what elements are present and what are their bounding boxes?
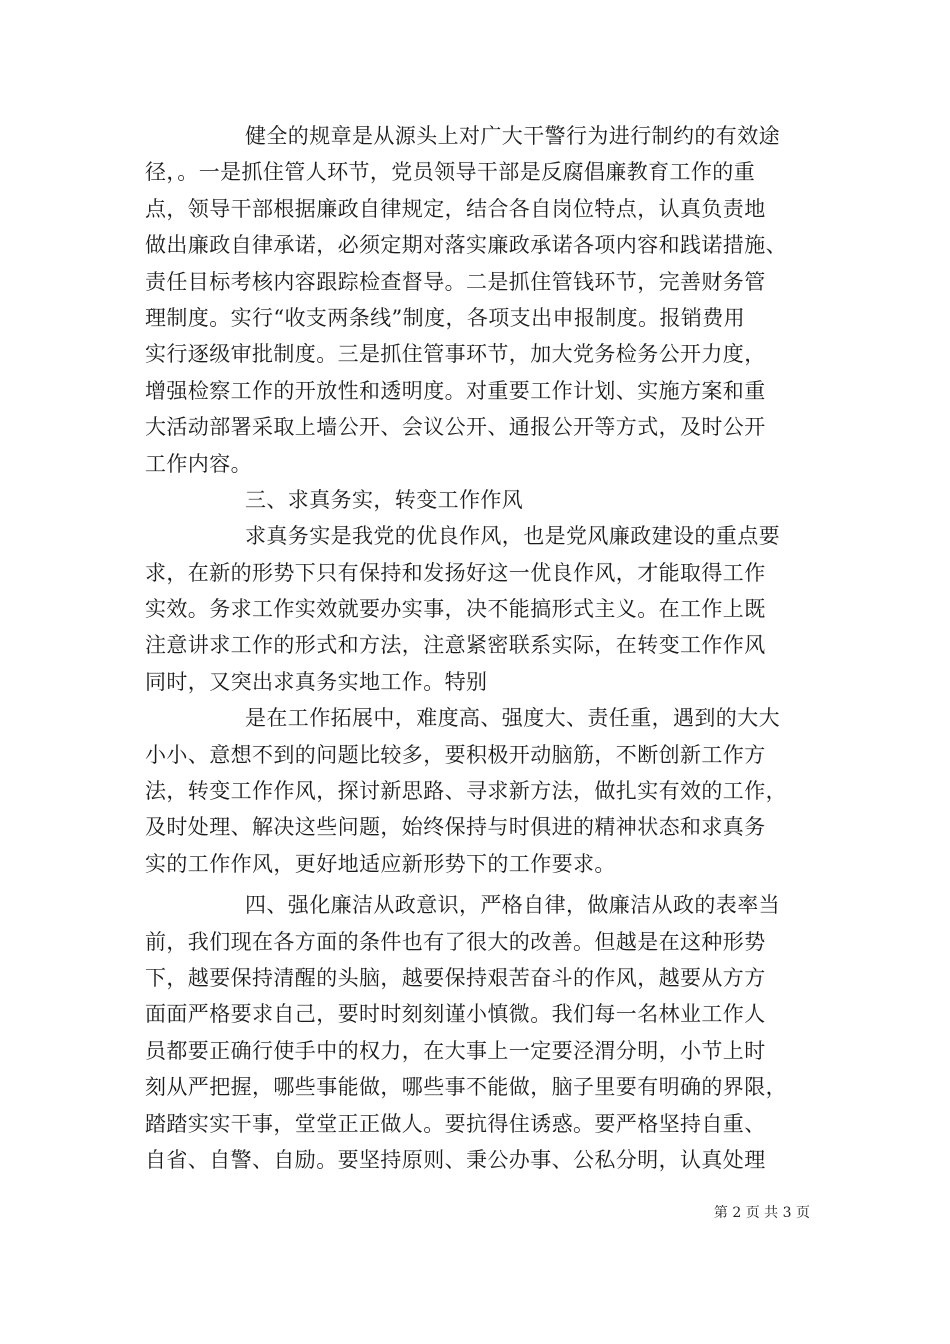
paragraph-line: 刻从严把握，哪些事能做，哪些事不能做，脑子里要有明确的界限，	[145, 1075, 787, 1100]
paragraph-line: 员都要正确行使手中的权力，在大事上一定要泾渭分明，小节上时	[145, 1038, 766, 1063]
paragraph-line: 是在工作拓展中，难度高、强度大、责任重，遇到的大大	[245, 706, 780, 731]
paragraph-line: 踏踏实实干事，堂堂正正做人。要抗得住诱惑。要严格坚持自重、	[145, 1111, 766, 1136]
paragraph-line: 求，在新的形势下只有保持和发扬好这一优良作风，才能取得工作	[145, 560, 766, 585]
paragraph-line: 及时处理、解决这些问题，始终保持与时俱进的精神状态和求真务	[145, 815, 766, 840]
paragraph-line: 做出廉政自律承诺，必须定期对落实廉政承诺各项内容和践诺措施、	[145, 233, 787, 258]
document-body	[145, 118, 810, 1178]
paragraph-line: 注意讲求工作的形式和方法，注意紧密联系实际，在转变工作作风	[145, 633, 766, 658]
paragraph-line: 实效。务求工作实效就要办实事，决不能搞形式主义。在工作上既	[145, 597, 766, 622]
paragraph-line: 点，领导干部根据廉政自律规定，结合各自岗位特点，认真负责地	[145, 196, 766, 221]
section-heading: 三、求真务实，转变工作作风	[245, 487, 524, 512]
paragraph-line: 求真务实是我党的优良作风，也是党风廉政建设的重点要	[245, 524, 780, 549]
paragraph-line: 工作内容。	[145, 451, 252, 476]
page-number-footer: 第 2 页 共 3 页	[713, 1205, 810, 1221]
paragraph-line: 增强检察工作的开放性和透明度。对重要工作计划、实施方案和重	[145, 378, 766, 403]
paragraph-line: 自省、自警、自励。要坚持原则、秉公办事、公私分明，认真处理	[145, 1147, 766, 1172]
paragraph-line: 面面严格要求自己，要时时刻刻谨小慎微。我们每一名林业工作人	[145, 1002, 766, 1027]
paragraph-line: 下，越要保持清醒的头脑，越要保持艰苦奋斗的作风，越要从方方	[145, 965, 766, 990]
paragraph-line: 实行逐级审批制度。三是抓住管事环节，加大党务检务公开力度，	[145, 342, 766, 367]
paragraph-line: 前，我们现在各方面的条件也有了很大的改善。但越是在这种形势	[145, 929, 766, 954]
section-heading: 四、强化廉洁从政意识，严格自律，做廉洁从政的表率当	[245, 893, 780, 918]
paragraph-line: 大活动部署采取上墙公开、会议公开、通报公开等方式，及时公开	[145, 415, 766, 440]
paragraph-line: 法，转变工作作风，探讨新思路、寻求新方法，做扎实有效的工作，	[145, 779, 787, 804]
paragraph-line: 理制度。实行“收支两条线”制度，各项支出申报制度。报销费用	[145, 305, 746, 330]
paragraph-line: 责任目标考核内容跟踪检查督导。二是抓住管钱环节，完善财务管	[145, 269, 766, 294]
paragraph-line: 同时，又突出求真务实地工作。特别	[145, 669, 488, 694]
paragraph-line: 实的工作作风，更好地适应新形势下的工作要求。	[145, 851, 616, 876]
paragraph-line: 小小、意想不到的问题比较多，要积极开动脑筋，不断创新工作方	[145, 742, 766, 767]
paragraph-line: 径，。一是抓住管人环节，党员领导干部是反腐倡廉教育工作的重	[145, 160, 756, 185]
paragraph-line: 健全的规章是从源头上对广大干警行为进行制约的有效途	[245, 124, 780, 148]
